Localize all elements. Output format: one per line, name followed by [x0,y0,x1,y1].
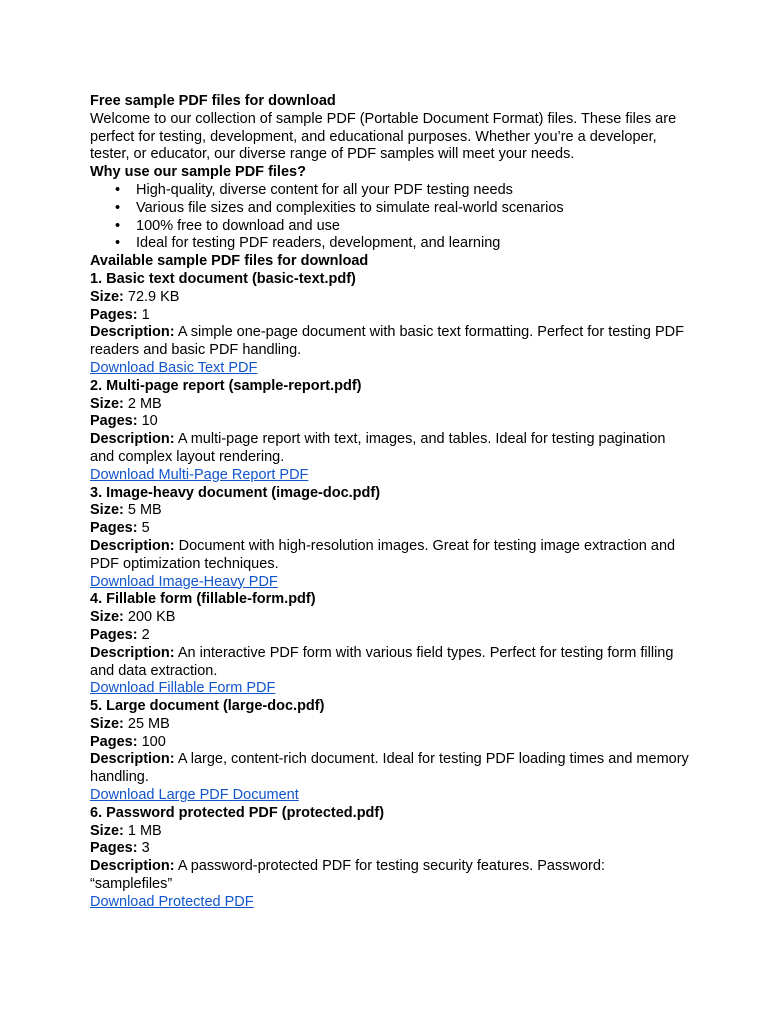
file-size [90,823,690,841]
description-text: Document with high-resolution images. Great for testing image extraction and PDF optimization techniques. [90,537,676,572]
description-label: Description: [90,751,175,768]
file-title: 1. Basic text document (basic-text.pdf) [90,270,356,287]
file-description [90,538,690,574]
size-label: Size: [90,395,124,412]
pages-label: Pages: [90,520,138,537]
file-title: 5. Large document (large-doc.pdf) [90,698,325,715]
description-label: Description: [90,644,175,661]
file-entry-fillable-form [90,591,690,698]
size-label: Size: [90,715,124,732]
pages-label: Pages: [90,306,138,323]
file-size [90,609,690,627]
file-entry-large-doc [90,698,690,805]
size-label: Size: [90,288,124,305]
size-value: 72.9 KB [127,288,180,305]
file-pages [90,520,690,538]
description-text: A password-protected PDF for testing security features. Password: “samplefiles” [90,858,605,893]
features-list [90,182,690,253]
pages-value: 10 [141,413,158,430]
download-large-document-link[interactable]: Download Large PDF Document [90,787,299,804]
file-entry-image-doc [90,485,690,592]
file-size [90,396,690,414]
file-title: 3. Image-heavy document (image-doc.pdf) [90,484,381,501]
pages-label: Pages: [90,733,138,750]
file-title: 6. Password protected PDF (protected.pdf) [90,804,385,821]
size-label: Size: [90,502,124,519]
file-size [90,289,690,307]
size-value: 25 MB [127,715,170,732]
file-size [90,716,690,734]
file-entry-sample-report [90,378,690,485]
description-label: Description: [90,858,175,875]
file-description [90,645,690,681]
file-size [90,502,690,520]
pages-label: Pages: [90,626,138,643]
available-heading: Available sample PDF files for download [90,253,369,270]
description-text: A simple one-page document with basic text formatting. Perfect for testing PDF readers and basic PDF handling. [90,324,684,359]
pages-value: 3 [141,840,150,857]
download-protected-link[interactable]: Download Protected PDF [90,893,254,910]
description-label: Description: [90,324,175,341]
file-title: 2. Multi-page report (sample-report.pdf) [90,377,362,394]
file-pages [90,307,690,325]
page-title: Free sample PDF files for download [90,93,336,109]
size-value: 1 MB [127,822,162,839]
pages-label: Pages: [90,840,138,857]
list-item: • Ideal for testing PDF readers, development, and learning [136,235,690,253]
size-value: 5 MB [127,502,162,519]
file-description [90,751,690,787]
description-text: An interactive PDF form with various field types. Perfect for testing form filling and data extraction. [90,644,674,679]
why-heading: Why use our sample PDF files? [90,164,306,181]
size-label: Size: [90,822,124,839]
file-description [90,324,690,360]
description-text: A multi-page report with text, images, and tables. Ideal for testing pagination and complex layout rendering. [90,431,666,465]
pages-value: 5 [141,520,150,537]
pages-value: 1 [141,306,150,323]
intro-paragraph: Welcome to our collection of sample PDF (Portable Document Format) files. These files are perfect for testing, development, and educational purposes. Whether you’re a developer, tester, or educator, our diverse range of PDF samples will meet your needs. [90,110,677,163]
size-value: 200 KB [127,609,176,626]
pages-value: 2 [141,626,150,643]
file-entry-protected [90,805,690,912]
pages-label: Pages: [90,413,138,430]
description-text: A large, content-rich document. Ideal for testing PDF loading times and memory handling. [90,751,689,786]
size-label: Size: [90,609,124,626]
document-page [90,93,690,912]
list-item: • 100% free to download and use [136,218,690,236]
download-fillable-form-link[interactable]: Download Fillable Form PDF [90,680,276,697]
pages-value: 100 [141,733,166,750]
file-entry-basic-text [90,271,690,378]
file-description [90,858,690,894]
description-label: Description: [90,431,175,448]
list-item: • High-quality, diverse content for all your PDF testing needs [136,182,690,200]
file-title: 4. Fillable form (fillable-form.pdf) [90,591,316,608]
download-image-heavy-link[interactable]: Download Image-Heavy PDF [90,573,278,590]
file-pages [90,734,690,752]
file-pages [90,413,690,431]
size-value: 2 MB [127,395,162,412]
download-multi-page-report-link[interactable]: Download Multi-Page Report PDF [90,466,309,483]
file-description [90,431,690,467]
file-pages [90,627,690,645]
file-pages [90,840,690,858]
description-label: Description: [90,537,175,554]
download-basic-text-link[interactable]: Download Basic Text PDF [90,359,258,376]
list-item: • Various file sizes and complexities to simulate real-world scenarios [136,200,690,218]
